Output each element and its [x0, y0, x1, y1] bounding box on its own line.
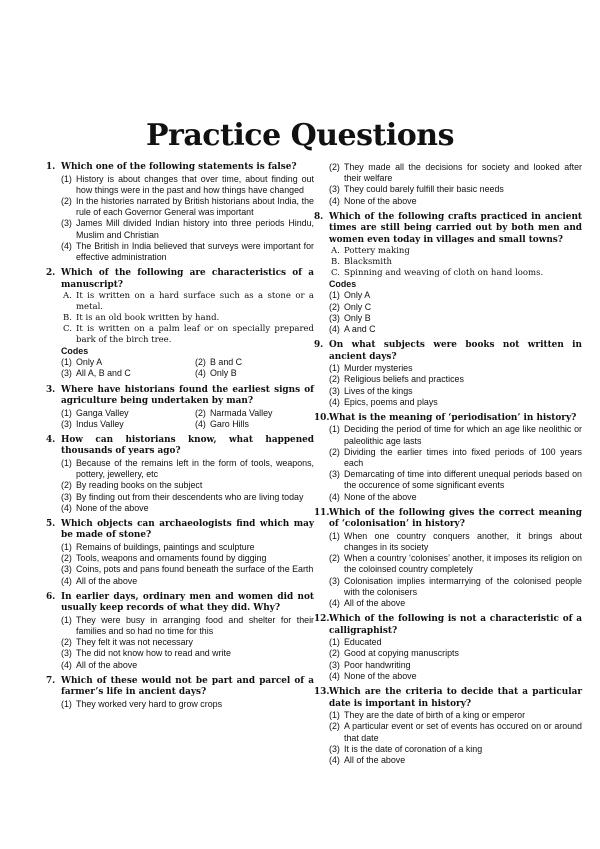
answer-option-text: They worked very hard to grow crops [76, 698, 223, 709]
answer-option-text: None of the above [76, 502, 149, 513]
answer-option-label: (4) [329, 598, 340, 609]
question-number: 2. [46, 268, 56, 279]
answer-option-text: Dividing the earlier times into fixed periods of 100 years each [344, 446, 582, 469]
answer-option [314, 660, 582, 671]
answer-option-label: (2) [329, 721, 340, 732]
answer-option-label: (3) [61, 564, 72, 575]
question-text [314, 413, 582, 425]
statement [314, 257, 582, 268]
question-stem: Which one of the following statements is false? [61, 162, 297, 172]
answer-option-text: All of the above [76, 575, 138, 586]
question-block [46, 268, 314, 379]
question-block [314, 614, 582, 682]
answer-option-text: Garo Hills [210, 418, 249, 429]
question-text [314, 340, 582, 363]
question-number: 10. [314, 412, 330, 423]
answer-option-label: (1) [61, 407, 72, 418]
statement-label: C. [331, 268, 340, 279]
answer-option-text: Only C [344, 301, 372, 312]
answer-option-label: (4) [195, 368, 206, 379]
answer-option-label: (4) [61, 240, 72, 251]
answer-option [314, 324, 582, 335]
answer-option [180, 357, 314, 368]
answer-option-label: (1) [329, 363, 340, 374]
question-stem: What is the meaning of ‘periodisation’ in history? [329, 412, 577, 423]
answer-option [314, 531, 582, 553]
statement-text: Pottery making [344, 246, 410, 257]
answer-option-label: (1) [61, 173, 72, 184]
statement-text: Spinning and weaving of cloth on hand looms. [344, 268, 544, 279]
answer-option [314, 363, 582, 374]
answer-option-grid [46, 357, 314, 379]
answer-option-text: Coins, pots and pans found beneath the surface of the Earth [76, 564, 314, 575]
answer-option-label: (3) [329, 469, 340, 480]
answer-option-text: Poor handwriting [344, 659, 411, 670]
statement-label: A. [63, 291, 72, 302]
answer-option-label: (4) [329, 195, 340, 206]
answer-option [180, 368, 314, 379]
answer-option [314, 469, 582, 491]
question-stem: Which of the following are characteristics of a manuscript? [61, 268, 314, 290]
question-text [314, 687, 582, 710]
answer-option-text: History is about changes that over time, about finding out how things were in the past and how things have changed [76, 173, 314, 195]
question-stem: Which of the following is not a characteristic of a calligraphist? [329, 614, 582, 636]
answer-option [314, 553, 582, 575]
question-block [46, 435, 314, 514]
statement [46, 324, 314, 346]
answer-option-label: (4) [329, 396, 340, 407]
statement-label: B. [331, 257, 340, 268]
answer-option [46, 241, 314, 263]
answer-option [46, 458, 314, 480]
answer-option-text: When one country conquers another, it brings about changes in its society [344, 530, 582, 553]
answer-option [314, 374, 582, 385]
answer-option-text: In the histories narrated by British historians about India, the rule of each Governor General was important [76, 195, 314, 218]
codes-heading: Codes [61, 346, 89, 357]
answer-option-text: All A, B and C [76, 368, 131, 379]
answer-option-text: By finding out from their descendents who are living today [76, 491, 304, 502]
answer-option-text: None of the above [344, 670, 417, 681]
answer-option [314, 637, 582, 648]
answer-option-label: (2) [61, 553, 72, 564]
statement-label: C. [63, 324, 72, 335]
answer-option-label: (3) [61, 418, 72, 429]
answer-option-text: James Mill divided Indian history into three periods Hindu, Muslim and Christian [76, 218, 314, 240]
question-text [46, 676, 314, 699]
answer-option [46, 218, 314, 240]
question-text [314, 614, 582, 637]
question-block [46, 162, 314, 263]
question-number: 11. [314, 507, 330, 518]
answer-option-label: (2) [61, 637, 72, 648]
answer-option-text: All of the above [76, 659, 138, 670]
answer-option-text: The did not know how to read and write [76, 648, 231, 659]
answer-option-text: Lives of the kings [344, 385, 413, 396]
question-text [314, 212, 582, 247]
answer-option-text: Ganga Valley [76, 407, 129, 418]
answer-option-label: (1) [329, 637, 340, 648]
question-number: 5. [46, 518, 56, 529]
answer-option-label: (1) [61, 357, 72, 368]
question-number: 3. [46, 384, 56, 395]
answer-option [180, 419, 314, 430]
answer-option-text: B and C [210, 357, 243, 368]
answer-option-label: (2) [61, 195, 72, 206]
statement-label: B. [63, 313, 72, 324]
answer-option [314, 302, 582, 313]
answer-option [46, 174, 314, 196]
answer-option-text: It is the date of coronation of a king [344, 743, 483, 754]
statement-label: A. [331, 246, 340, 257]
answer-option [46, 553, 314, 564]
answer-option-label: (4) [329, 670, 340, 681]
answer-option-text: They could barely fulfill their basic needs [344, 184, 504, 195]
question-number: 12. [314, 614, 330, 625]
question-block [46, 592, 314, 671]
question-block [46, 676, 314, 710]
question-stem: Which objects can archaeologists find which may be made of stone? [61, 518, 314, 541]
page-title: Practice Questions [145, 118, 454, 153]
question-text [46, 592, 314, 615]
answer-option-label: (4) [61, 575, 72, 586]
question-stem: Which of the following gives the correct meaning of ‘colonisation’ in history? [329, 507, 582, 530]
question-stem: Which are the criteria to decide that a particular date is important in history? [329, 687, 582, 709]
answer-option-text: The British in India believed that surveys were important for effective administration [76, 240, 314, 262]
answer-option-label: (2) [329, 301, 340, 312]
answer-option-label: (1) [61, 457, 72, 468]
answer-option-text: Only A [344, 290, 371, 301]
answer-option-text: None of the above [344, 491, 417, 502]
question-block [314, 212, 582, 335]
answer-option [314, 755, 582, 766]
answer-option [314, 397, 582, 408]
question-number: 6. [46, 591, 56, 602]
answer-option-label: (2) [195, 357, 206, 368]
answer-option [46, 419, 180, 430]
answer-option-text: Religious beliefs and practices [344, 374, 464, 385]
question-stem: Where have historians found the earliest signs of agriculture being undertaken by man? [61, 384, 314, 407]
answer-option [314, 162, 582, 184]
answer-option-label: (4) [61, 502, 72, 513]
answer-option [314, 447, 582, 469]
question-number: 1. [46, 162, 56, 172]
answer-option-label: (3) [329, 312, 340, 323]
answer-option-label: (3) [329, 659, 340, 670]
answer-option [180, 408, 314, 419]
answer-option-text: Only A [76, 357, 103, 368]
question-block [46, 519, 314, 587]
answer-option-text: All of the above [344, 598, 406, 609]
answer-option-text: Remains of buildings, paintings and sculpture [76, 541, 255, 552]
answer-option [46, 660, 314, 671]
statement-text: It is an old book written by hand. [76, 313, 220, 324]
answer-option-label: (3) [329, 184, 340, 195]
answer-option-text: None of the above [344, 195, 417, 206]
answer-option [46, 480, 314, 491]
statement-text: Blacksmith [344, 257, 392, 268]
question-block [314, 413, 582, 503]
question-stem: Which of these would not be part and parcel of a farmer’s life in ancient days? [61, 675, 314, 698]
answer-option-text: Only B [344, 312, 371, 323]
answer-option-text: A and C [344, 323, 376, 334]
answer-option-text: They made all the decisions for society and looked after their welfare [344, 162, 582, 184]
answer-option [314, 744, 582, 755]
answer-option-label: (3) [329, 385, 340, 396]
answer-option-label: (3) [61, 648, 72, 659]
answer-option [46, 576, 314, 587]
answer-option-text: Indus Valley [76, 418, 124, 429]
answer-option-text: They were busy in arranging food and shelter for their families and so had no time for this [76, 614, 314, 636]
answer-option-text: When a country ‘colonises’ another, it imposes its religion on the coloinsed country completely [344, 553, 582, 575]
question-text [314, 508, 582, 531]
answer-option [314, 386, 582, 397]
question-text [46, 385, 314, 408]
answer-option [46, 196, 314, 218]
answer-option [314, 492, 582, 503]
answer-option-grid [46, 408, 314, 430]
question-number: 8. [314, 211, 324, 222]
question-stem: How can historians know, what happened thousands of years ago? [61, 434, 314, 457]
answer-option-text: Narmada Valley [210, 407, 273, 418]
answer-option [314, 671, 582, 682]
question-stem: In earlier days, ordinary men and women did not usually keep records of what they did. Why? [61, 591, 314, 614]
answer-option-label: (1) [61, 541, 72, 552]
answer-option-label: (1) [329, 710, 340, 721]
statement [314, 268, 582, 279]
codes-heading: Codes [329, 279, 357, 290]
question-block [314, 340, 582, 408]
answer-option-label: (4) [329, 754, 340, 765]
answer-option [46, 648, 314, 659]
answer-option-text: Epics, poems and plays [344, 396, 438, 407]
answer-option-text: Good at copying manuscripts [344, 648, 459, 659]
answer-option-text: By reading books on the subject [76, 480, 203, 491]
statement [314, 246, 582, 257]
answer-option-label: (4) [329, 491, 340, 502]
answer-option [314, 576, 582, 598]
question-block [314, 687, 582, 766]
question-7-continuation [314, 162, 582, 207]
answer-option [46, 368, 180, 379]
answer-option-text: Colonisation implies intermarrying of the colonised people with the colonisers [344, 575, 582, 597]
answer-option-label: (2) [329, 374, 340, 385]
answer-option-text: Only B [210, 368, 237, 379]
answer-option-label: (1) [61, 614, 72, 625]
answer-option-text: They felt it was not necessary [76, 637, 193, 648]
answer-option [46, 357, 180, 368]
statement [46, 313, 314, 324]
answer-option-label: (4) [329, 323, 340, 334]
question-number: 7. [46, 675, 56, 686]
answer-option-label: (1) [329, 290, 340, 301]
right-column [314, 162, 582, 771]
statement-text: It is written on a palm leaf or on specially prepared bark of the birch tree. [76, 324, 314, 346]
answer-option-label: (1) [329, 530, 340, 541]
answer-option-text: Murder mysteries [344, 363, 413, 374]
question-stem: On what subjects were books not written in ancient days? [329, 340, 582, 362]
answer-option [46, 503, 314, 514]
answer-option [314, 710, 582, 721]
answer-option-label: (4) [61, 659, 72, 670]
question-stem: Which of the following crafts practiced in ancient times are still being carried out by both men and women even today in villages and small towns? [329, 211, 582, 245]
answer-option-label: (2) [329, 162, 340, 172]
answer-option-text: All of the above [344, 754, 406, 765]
answer-option-label: (1) [61, 698, 72, 709]
answer-option [46, 615, 314, 637]
question-block [46, 385, 314, 430]
answer-option-label: (3) [61, 218, 72, 229]
answer-option-text: Because of the remains left in the form of tools, weapons, pottery, jewellery, etc [76, 457, 314, 480]
answer-option-label: (2) [61, 480, 72, 491]
left-column [46, 162, 314, 715]
answer-option [46, 492, 314, 503]
answer-option [46, 699, 314, 710]
statement-text: It is written on a hard surface such as a stone or a metal. [76, 291, 314, 313]
question-number: 13. [314, 687, 330, 698]
answer-option-text: Demarcating of time into different unequal periods based on the occurence of some significant events [344, 469, 582, 491]
question-number: 4. [46, 434, 56, 445]
answer-option [46, 564, 314, 575]
answer-option-label: (2) [329, 553, 340, 564]
answer-option-label: (3) [329, 575, 340, 586]
answer-option-label: (1) [329, 424, 340, 435]
answer-option-label: (3) [61, 368, 72, 379]
answer-option [46, 637, 314, 648]
answer-option-label: (2) [329, 648, 340, 659]
answer-option-label: (2) [329, 446, 340, 457]
answer-option-text: Tools, weapons and ornaments found by digging [76, 553, 267, 564]
answer-option-label: (3) [329, 743, 340, 754]
answer-option-text: A particular event or set of events has occured on or around that date [344, 721, 582, 743]
answer-option-label: (2) [195, 407, 206, 418]
answer-option [314, 184, 582, 195]
answer-option [314, 196, 582, 207]
answer-option [314, 648, 582, 659]
question-block [314, 508, 582, 609]
answer-option [314, 598, 582, 609]
answer-option-text: Deciding the period of time for which an age like neolithic or paleolithic age lasts [344, 424, 582, 446]
question-text [46, 435, 314, 458]
answer-option [46, 542, 314, 553]
question-text [46, 162, 314, 174]
answer-option-label: (4) [195, 418, 206, 429]
answer-option [314, 721, 582, 743]
answer-option [314, 313, 582, 324]
answer-option [46, 408, 180, 419]
question-text [46, 268, 314, 291]
answer-option [314, 424, 582, 446]
answer-option [314, 290, 582, 301]
question-text [46, 519, 314, 542]
answer-option-label: (3) [61, 491, 72, 502]
statement [46, 291, 314, 313]
answer-option-text: Educated [344, 637, 382, 648]
question-number: 9. [314, 340, 324, 351]
answer-option-text: They are the date of birth of a king or emperor [344, 710, 526, 721]
